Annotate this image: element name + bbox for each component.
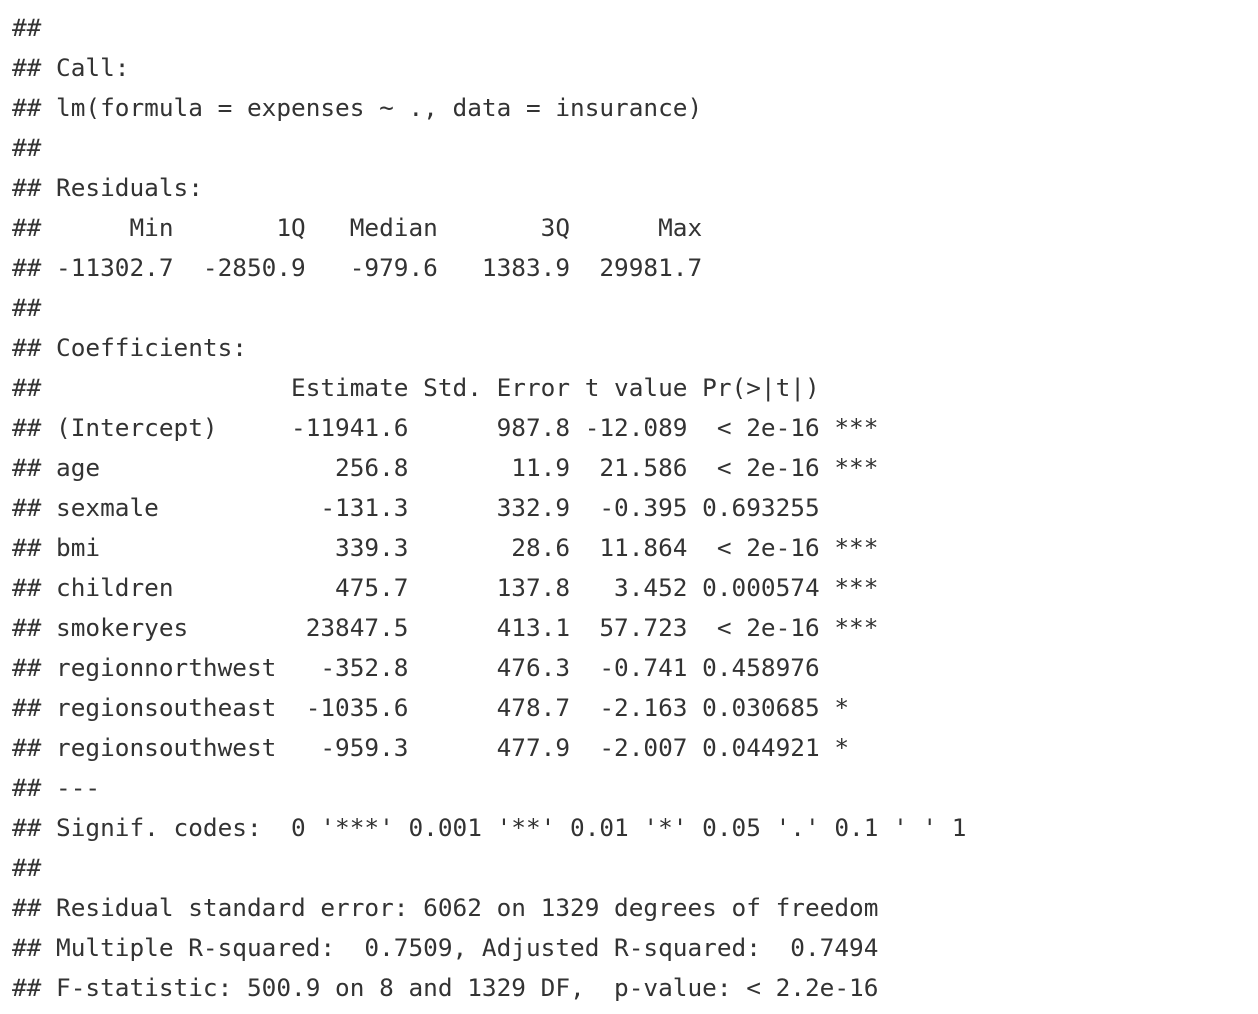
coef-row-smokeryes: ## smokeryes 23847.5 413.1 57.723 < 2e-16 *** — [12, 613, 879, 642]
coef-row-regionsouthwest: ## regionsouthwest -959.3 477.9 -2.007 0.044921 * — [12, 733, 850, 762]
residuals-heading: ## Residuals: — [12, 173, 203, 202]
comment-line: ## — [12, 13, 42, 42]
r-squared-line: ## Multiple R-squared: 0.7509, Adjusted R-squared: 0.7494 — [12, 933, 879, 962]
residuals-header-row: ## Min 1Q Median 3Q Max — [12, 213, 703, 242]
coef-row-bmi: ## bmi 339.3 28.6 11.864 < 2e-16 *** — [12, 533, 879, 562]
coef-row-age: ## age 256.8 11.9 21.586 < 2e-16 *** — [12, 453, 879, 482]
residuals-values-row: ## -11302.7 -2850.9 -979.6 1383.9 29981.7 — [12, 253, 703, 282]
coef-row-regionsoutheast: ## regionsoutheast -1035.6 478.7 -2.163 0.030685 * — [12, 693, 850, 722]
comment-line: ## — [12, 853, 42, 882]
separator-line: ## --- — [12, 773, 101, 802]
comment-line: ## — [12, 293, 42, 322]
call-heading: ## Call: — [12, 53, 130, 82]
coefficients-heading: ## Coefficients: — [12, 333, 247, 362]
comment-line: ## — [12, 133, 42, 162]
r-lm-summary-output — [12, 8, 967, 1008]
coef-row-sexmale: ## sexmale -131.3 332.9 -0.395 0.693255 — [12, 493, 820, 522]
coef-row-intercept: ## (Intercept) -11941.6 987.8 -12.089 < 2e-16 *** — [12, 413, 879, 442]
coefficients-header-row: ## Estimate Std. Error t value Pr(>|t|) — [12, 373, 820, 402]
call-formula: ## lm(formula = expenses ~ ., data = insurance) — [12, 93, 703, 122]
coef-row-children: ## children 475.7 137.8 3.452 0.000574 *** — [12, 573, 879, 602]
signif-codes-line: ## Signif. codes: 0 '***' 0.001 '**' 0.01 '*' 0.05 '.' 0.1 ' ' 1 — [12, 813, 967, 842]
f-statistic-line: ## F-statistic: 500.9 on 8 and 1329 DF, p-value: < 2.2e-16 — [12, 973, 879, 1002]
residual-std-error-line: ## Residual standard error: 6062 on 1329 degrees of freedom — [12, 893, 879, 922]
coef-row-regionnorthwest: ## regionnorthwest -352.8 476.3 -0.741 0.458976 — [12, 653, 820, 682]
